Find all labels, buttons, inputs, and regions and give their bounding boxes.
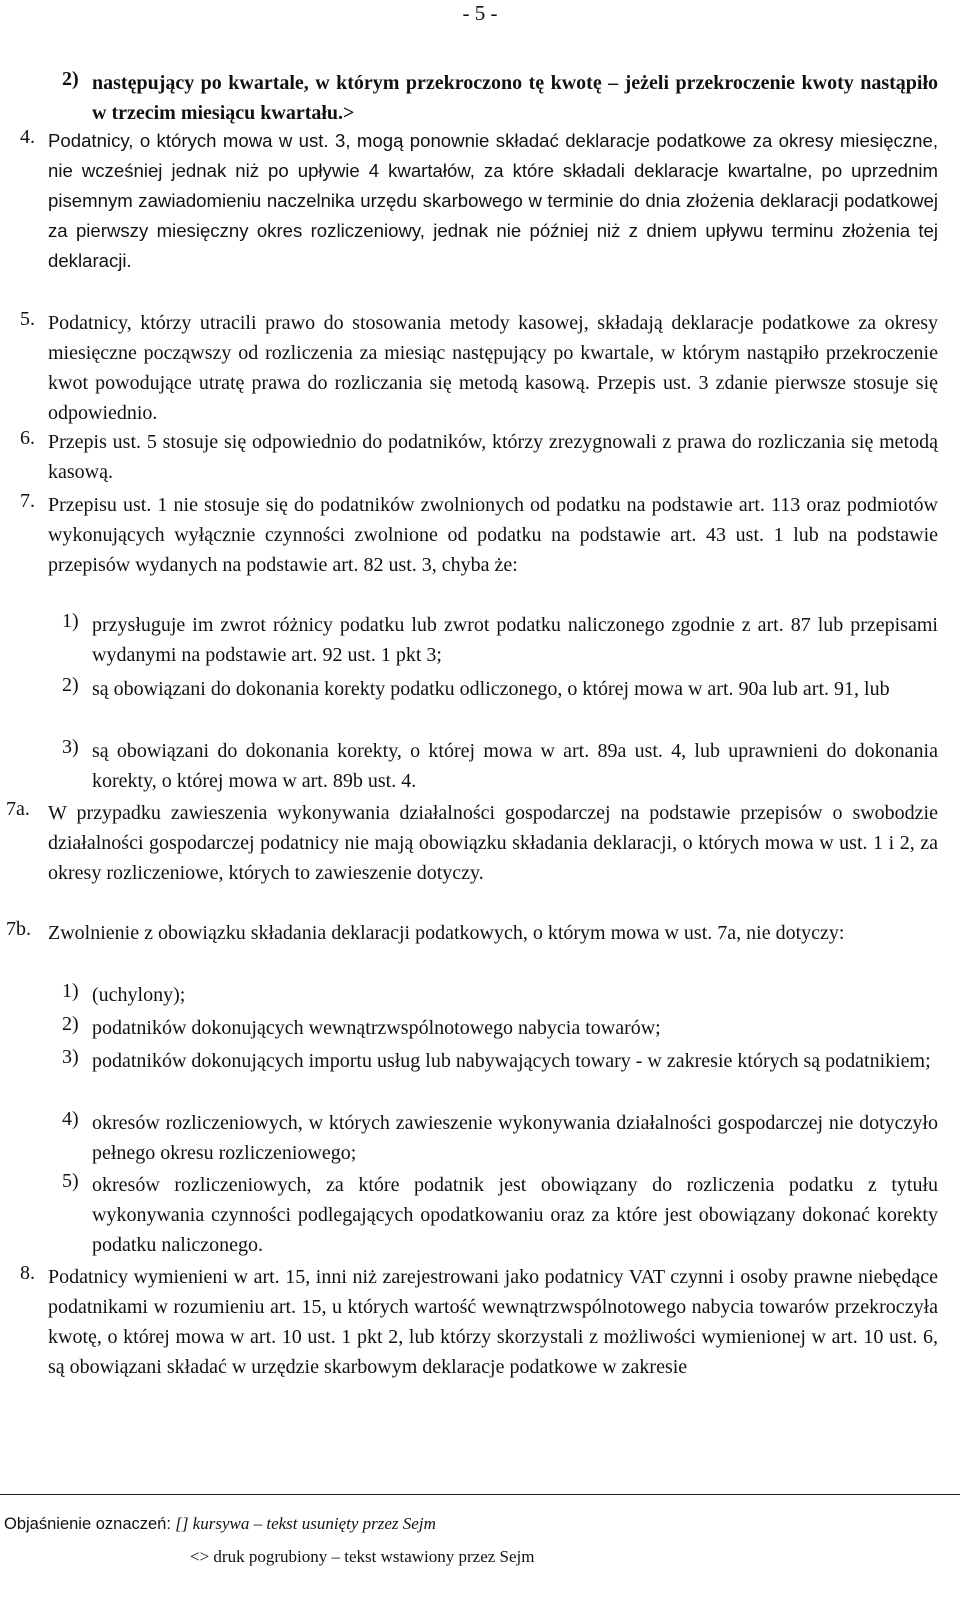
item-label: 3) [62,736,79,758]
item-label: 2) [62,68,79,90]
paragraph-item-7b-1: (uchylony); [92,984,186,1006]
section-label-7: 7. [20,490,35,512]
paragraph-item-7-1: przysługuje im zwrot różnicy podatku lub zwrot podatku naliczonego zgodnie z art. 87 lub przepisami wydanymi na podstawie art. 92 ust. 1 pkt 3; [92,614,938,666]
paragraph-item-7-3: są obowiązani do dokonania korekty, o której mowa w art. 89a ust. 4, lub uprawnieni do dokonania korekty, o której mowa w art. 89b ust. 4. [92,740,938,792]
section-label-8: 8. [20,1262,35,1284]
section-label-7b: 7b. [6,918,31,940]
paragraph-section-7a: W przypadku zawieszenia wykonywania działalności gospodarczej na podstawie przepisów o swobodzie działalności gospodarczej podatnicy nie mają obowiązku składania deklaracji, o których mowa w ust. 1 i 2, za okresy rozliczeniowe, których to zawieszenie dotyczy. [48,802,938,884]
section-label-6: 6. [20,427,35,449]
page-number: - 5 - [462,1,498,25]
item-label: 2) [62,674,79,696]
paragraph-item-7b-5: okresów rozliczeniowych, za które podatnik jest obowiązany do rozliczenia podatku z tytułu wykonywania czynności podlegających opodatkowaniu oraz za które jest obowiązany dokonać korekty podatku naliczonego. [92,1174,938,1256]
footer-legend-line-1 [4,1513,436,1535]
item-label: 3) [62,1046,79,1068]
footer-legend-italic: [] kursywa – tekst usunięty przez Sejm [175,1514,436,1533]
item-label: 2) [62,1013,79,1035]
item-label: 1) [62,610,79,632]
footer-legend-title: Objaśnienie oznaczeń: [4,1515,171,1533]
section-label-4: 4. [20,126,35,148]
paragraph-item-7-2: są obowiązani do dokonania korekty podatku odliczonego, o której mowa w art. 90a lub art. 91, lub [92,678,890,700]
paragraph-section-4: Podatnicy, o których mowa w ust. 3, mogą ponownie składać deklaracje podatkowe za okresy miesięczne, nie wcześniej jednak niż po upływie 4 kwartałów, za które składali deklaracje kwartalne, po uprzednim pisemnym zawiadomieniu naczelnika urzędu skarbowego w terminie do dnia złożenia deklaracji podatkowej za pierwszy miesięczny okres rozliczeniowy, jednak nie później niż z dniem upływu terminu złożenia tej deklaracji. [48,130,938,271]
item-label: 5) [62,1170,79,1192]
paragraph-item-7b-4: okresów rozliczeniowych, w których zawieszenie wykonywania działalności gospodarczej nie dotyczyło pełnego okresu rozliczeniowego; [92,1112,938,1164]
section-label-7a: 7a. [6,798,30,820]
item-label: 4) [62,1108,79,1130]
paragraph-section-8: Podatnicy wymienieni w art. 15, inni niż zarejestrowani jako podatnicy VAT czynni i osoby prawne niebędące podatnikami w rozumieniu art. 15, u których wartość wewnątrzwspólnotowego nabycia towarów przekroczyła kwotę, o której mowa w art. 10 ust. 1 pkt 2, lub którzy skorzystali z możliwości wymienionej w art. 10 ust. 6, są obowiązani składać w urzędzie skarbowym deklaracje podatkowe w zakresie [48,1266,938,1378]
paragraph-section-5: Podatnicy, którzy utracili prawo do stosowania metody kasowej, składają deklaracje podatkowe za okresy miesięczne począwszy od rozliczenia za miesiąc następujący po kwartale, w którym nastąpiło przekroczenie kwot powodujące utratę prawa do rozliczania się metodą kasową. Przepis ust. 3 zdanie pierwsze stosuje się odpowiednio. [48,312,938,424]
paragraph-item-2: następujący po kwartale, w którym przekroczono tę kwotę – jeżeli przekroczenie kwoty nastąpiło w trzecim miesiącu kwartału.> [92,72,938,124]
paragraph-section-7: Przepisu ust. 1 nie stosuje się do podatników zwolnionych od podatku na podstawie art. 113 oraz podmiotów wykonujących wyłącznie czynności zwolnione od podatku na podstawie art. 43 ust. 1 lub na podstawie przepisów wydanych na podstawie art. 82 ust. 3, chyba że: [48,494,938,576]
footer-divider [0,1494,960,1495]
footer-legend-bold: <> druk pogrubiony – tekst wstawiony przez Sejm [190,1547,535,1566]
paragraph-section-7b: Zwolnienie z obowiązku składania deklaracji podatkowych, o którym mowa w ust. 7a, nie dotyczy: [48,922,845,944]
section-label-5: 5. [20,308,35,330]
paragraph-item-7b-3: podatników dokonujących importu usług lub nabywających towary - w zakresie których są podatnikiem; [92,1050,931,1072]
item-label: 1) [62,980,79,1002]
paragraph-section-6: Przepis ust. 5 stosuje się odpowiednio do podatników, którzy zrezygnowali z prawa do rozliczania się metodą kasową. [48,431,938,483]
paragraph-item-7b-2: podatników dokonujących wewnątrzwspólnotowego nabycia towarów; [92,1017,661,1039]
